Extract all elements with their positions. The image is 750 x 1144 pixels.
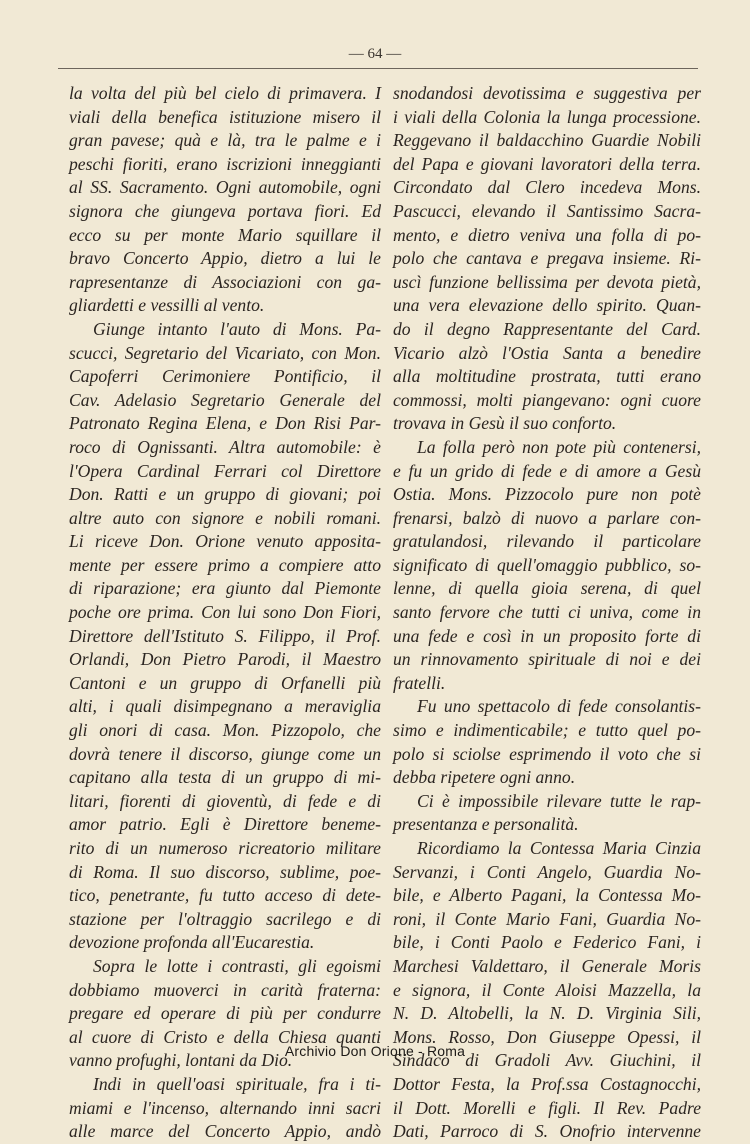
text-line: peschi fioriti, erano iscrizioni inneggianti bbox=[69, 153, 381, 174]
text-line: polo che cantava e pregava insieme. Ri- bbox=[393, 248, 701, 269]
text-line: Orlandi, Don Pietro Parodi, il Maestro bbox=[69, 649, 381, 670]
text-line: gli onori di casa. Mon. Pizzopolo, che bbox=[69, 720, 381, 741]
text-line: dobbiamo muoverci in carità fraterna: bbox=[69, 979, 381, 1000]
text-line: Direttore dell'Istituto S. Filippo, il Prof. bbox=[69, 625, 381, 646]
text-line: una fede e così in un proposito forte di bbox=[393, 625, 701, 646]
text-line: Pascucci, elevando il Santissimo Sacra- bbox=[393, 200, 701, 221]
text-line: ecco su per monte Mario squillare il bbox=[69, 224, 381, 245]
text-line: rapresentanze di Associazioni con ga- bbox=[69, 271, 381, 292]
text-line: Cantoni e un gruppo di Orfanelli più bbox=[69, 672, 381, 693]
text-line: dovrà tenere il discorso, giunge come un bbox=[69, 743, 381, 764]
text-line: il Dott. Morelli e figli. Il Rev. Padre bbox=[393, 1097, 701, 1118]
text-line: Ostia. Mons. Pizzocolo pure non potè bbox=[393, 484, 701, 505]
text-line: bravo Concerto Appio, dietro a lui le bbox=[69, 248, 381, 269]
text-line: Ricordiamo la Contessa Maria Cinzia bbox=[417, 838, 701, 858]
text-line: Sopra le lotte i contrasti, gli egoismi bbox=[93, 955, 381, 976]
text-line: commossi, molti piangevano: ogni cuore bbox=[393, 389, 701, 410]
text-line: presentanza e personalità. bbox=[393, 814, 579, 835]
text-line: Fu uno spettacolo di fede consolantis- bbox=[417, 696, 701, 717]
text-line: di riparazione; era giunto dal Piemonte bbox=[69, 578, 381, 599]
left-column bbox=[69, 82, 381, 1144]
text-line: mente per essere primo a compiere atto bbox=[69, 554, 381, 575]
text-line: Giunge intanto l'auto di Mons. Pa- bbox=[93, 318, 381, 339]
text-line: Marchesi Valdettaro, il Generale Moris bbox=[393, 955, 701, 976]
text-line: roco di Ognissanti. Altra automobile: è bbox=[69, 436, 381, 457]
text-line: lenne, di quella gioia serena, di quel bbox=[393, 578, 701, 599]
text-line: Sindaco di Gradoli Avv. Giuchini, il bbox=[393, 1050, 701, 1071]
text-line: mento, e dietro veniva una folla di po- bbox=[393, 224, 701, 245]
text-line: alle marce del Concerto Appio, andò bbox=[69, 1121, 381, 1142]
text-line: alti, i quali disimpegnano a meraviglia bbox=[69, 696, 381, 717]
right-column bbox=[393, 82, 701, 1144]
text-line: uscì funzione bellissima per devota pietà, bbox=[393, 271, 701, 292]
text-line: roni, il Conte Mario Fani, Guardia No- bbox=[393, 908, 701, 929]
text-line: significato di quell'omaggio pubblico, so- bbox=[393, 554, 701, 575]
text-line: devozione profonda all'Eucarestia. bbox=[69, 932, 315, 953]
text-line: al SS. Sacramento. Ogni automobile, ogni bbox=[69, 177, 381, 198]
text-line: miami e l'incenso, alternando inni sacri bbox=[69, 1097, 381, 1118]
text-line: stazione per l'oltraggio sacrilego e di bbox=[69, 908, 381, 929]
text-line: alla moltitudine prostrata, tutti erano bbox=[393, 366, 701, 387]
text-line: pregare ed operare di più per condurre bbox=[69, 1003, 381, 1024]
text-line: simo e indimenticabile; e tutto quel po- bbox=[393, 720, 701, 741]
text-line: polo si sciolse esprimendo il voto che si bbox=[393, 743, 701, 764]
text-line: viali della benefica istituzione misero il bbox=[69, 106, 381, 127]
text-line: una vera elevazione dello spirito. Quan- bbox=[393, 295, 701, 316]
text-line: Li riceve Don. Orione venuto apposita- bbox=[69, 531, 381, 552]
text-line: l'Opera Cardinal Ferrari col Direttore bbox=[69, 460, 381, 481]
text-line: vanno profughi, lontani da Dio. bbox=[69, 1050, 293, 1071]
text-line: snodandosi devotissima e suggestiva per bbox=[393, 83, 701, 103]
text-line: debba ripetere ogni anno. bbox=[393, 767, 576, 788]
text-line: Reggevano il baldacchino Guardie Nobili bbox=[393, 130, 701, 151]
text-line: gliardetti e vessilli al vento. bbox=[69, 295, 265, 316]
text-line: rito di un numeroso ricreatorio militare bbox=[69, 838, 381, 858]
text-line: bile, e Alberto Pagani, la Contessa Mo- bbox=[393, 885, 701, 906]
text-line: N. D. Altobelli, la N. D. Virginia Sili, bbox=[393, 1003, 701, 1024]
text-line: e signora, il Conte Aloisi Mazzella, la bbox=[393, 979, 701, 1000]
page-number: — 64 — bbox=[348, 46, 402, 62]
text-line: signora che giungeva portava fiori. Ed bbox=[69, 200, 381, 221]
text-line: Capoferri Cerimoniere Pontificio, il bbox=[69, 366, 381, 387]
text-line: bile, i Conti Paolo e Federico Fani, i bbox=[393, 932, 701, 953]
text-line: Vicario alzò l'Ostia Santa a benedire bbox=[393, 342, 701, 363]
text-line: amor patrio. Egli è Direttore beneme- bbox=[69, 814, 381, 835]
header-rule bbox=[58, 68, 698, 69]
text-line: Indi in quell'oasi spirituale, fra i ti- bbox=[93, 1073, 381, 1094]
text-line: del Papa e giovani lavoratori della terra. bbox=[393, 153, 701, 174]
text-line: scucci, Segretario del Vicariato, con Mon. bbox=[69, 342, 381, 363]
text-line: poche ore prima. Con lui sono Don Fiori, bbox=[69, 602, 381, 623]
text-line: trovava in Gesù il suo conforto. bbox=[393, 413, 617, 434]
text-line: frenarsi, balzò di nuovo a parlare con- bbox=[393, 507, 701, 528]
text-line: do il degno Rappresentante del Card. bbox=[393, 318, 701, 339]
text-line: tico, penetrante, fu tutto acceso di dete- bbox=[69, 885, 381, 906]
text-line: un rinnovamento spirituale di noi e dei bbox=[393, 649, 701, 670]
text-line: Mons. Rosso, Don Giuseppe Opessi, il bbox=[393, 1026, 701, 1047]
text-line: al cuore di Cristo e della Chiesa quanti bbox=[69, 1026, 381, 1047]
text-line: La folla però non pote più contenersi, bbox=[417, 436, 701, 457]
text-line: Cav. Adelasio Segretario Generale del bbox=[69, 389, 381, 410]
text-line: fratelli. bbox=[393, 672, 446, 693]
text-line: gratulandosi, rilevando il particolare bbox=[393, 531, 701, 552]
text-line: gran pavese; quà e là, tra le palme e i bbox=[69, 130, 381, 151]
archive-footer: Archivio Don Orione - Roma bbox=[284, 1043, 466, 1059]
text-line: litari, fiorenti di gioventù, di fede e di bbox=[69, 790, 381, 811]
text-line: Don. Ratti e un gruppo di giovani; poi bbox=[69, 484, 381, 505]
text-line: Dottor Festa, la Prof.ssa Costagnocchi, bbox=[393, 1073, 701, 1094]
text-line: Dati, Parroco di S. Onofrio intervenne bbox=[393, 1121, 701, 1142]
text-line: santo fervore che tutti ci univa, come in bbox=[393, 602, 701, 623]
text-line: Patronato Regina Elena, e Don Risi Par- bbox=[69, 413, 381, 434]
text-line: Ci è impossibile rilevare tutte le rap- bbox=[417, 790, 701, 811]
text-line: i viali della Colonia la lunga processione. bbox=[393, 106, 701, 127]
text-line: la volta del più bel cielo di primavera. I bbox=[69, 83, 381, 103]
text-line: capitano alla testa di un gruppo di mi- bbox=[69, 767, 381, 788]
text-line: altre auto con signore e nobili romani. bbox=[69, 507, 381, 528]
text-line: di Roma. Il suo discorso, sublime, poe- bbox=[69, 861, 381, 882]
text-line: e fu un grido di fede e di amore a Gesù bbox=[393, 460, 701, 481]
text-line: Circondato dal Clero incedeva Mons. bbox=[393, 177, 701, 198]
text-line: Servanzi, i Conti Angelo, Guardia No- bbox=[393, 861, 701, 882]
